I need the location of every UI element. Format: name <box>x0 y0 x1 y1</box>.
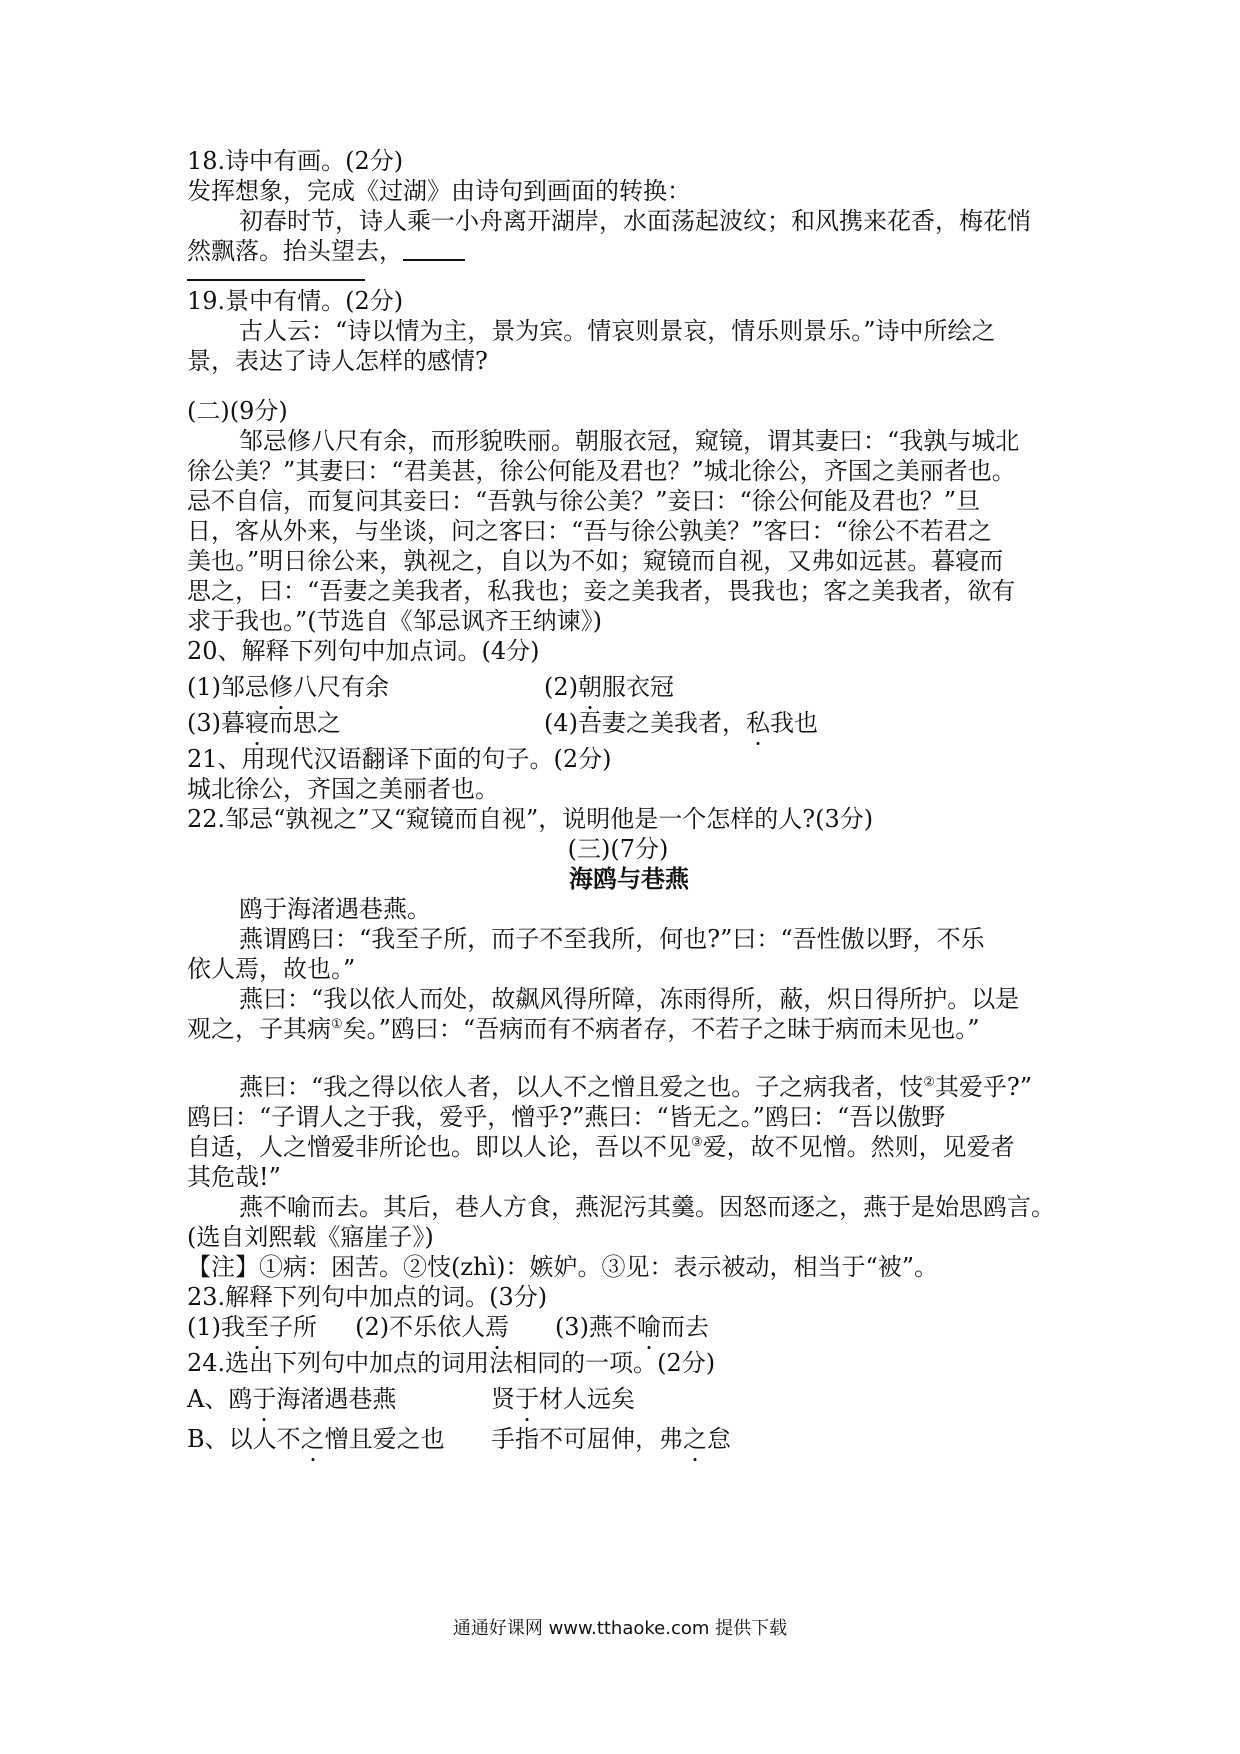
part3-line: 依人焉，故也。” <box>187 955 356 983</box>
part3-line: 燕不喻而去。其后，巷人方食，燕泥污其羹。因怒而逐之，燕于是始思鸥言。 <box>239 1193 1055 1221</box>
dotted-word: 私 <box>746 709 770 737</box>
part3-line: 燕谓鸥曰：“我至子所，而子不至我所，何也?”曰：“吾性傲以野，不乐 <box>239 925 985 953</box>
q21-sentence: 城北徐公，齐国之美丽者也。 <box>187 775 499 803</box>
note-marker: ① <box>331 1017 343 1032</box>
dotted-word: 于 <box>252 1385 277 1413</box>
dotted-word: 之 <box>300 1425 325 1453</box>
part2-line: 美也。”明日徐公来，孰视之，自以为不如；窥镜而自视，又弗如远甚。暮寝而 <box>187 547 1004 575</box>
dotted-word: 之 <box>683 1425 707 1453</box>
q18-text-line2: 然飘落。抬头望去， <box>187 236 1057 266</box>
q18-title: 18.诗中有画。(2分) <box>187 147 404 175</box>
part3-line: 燕曰：“我之得以依人者，以人不之憎且爱之也。子之病我者，忮②其爱乎?” <box>239 1073 1033 1101</box>
dotted-word: 朝 <box>578 673 602 701</box>
q19-text-line1: 古人云：“诗以情为主，景为宾。情哀则景哀，情乐则景乐。”诗中所绘之 <box>239 317 996 345</box>
part3-notes: 【注】①病：困苦。②忮(zhì)：嫉妒。③见：表示被动，相当于“被”。 <box>187 1253 939 1281</box>
part3-line: 鸥曰：“子谓人之于我，爱乎，憎乎?”燕曰：“皆无之。”鸥曰：“吾以傲野 <box>187 1103 946 1131</box>
q24-option-b: B、以人不之憎且爱之也 手指不可屈伸，弗之怠 <box>187 1425 731 1453</box>
dotted-word: 焉 <box>485 1313 510 1341</box>
note-marker: ② <box>923 1075 935 1090</box>
note-marker: ③ <box>691 1135 703 1150</box>
part3-source: (选自刘熙载《寤崖子》) <box>187 1223 434 1251</box>
dotted-word: 于 <box>515 1385 539 1413</box>
q20-items-row1: (1)邹忌修八尺有余 (2)朝服衣冠 <box>187 673 674 701</box>
q23-title: 23.解释下列句中加点的词。(3分) <box>187 1283 548 1311</box>
part2-line: 徐公美？”其妻曰：“君美甚，徐公何能及君也？”城北徐公，齐国之美丽者也。 <box>187 457 1016 485</box>
part3-title: 海鸥与巷燕 <box>569 864 689 893</box>
part3-line: 其危哉!” <box>187 1163 281 1191</box>
dotted-word: 喻 <box>636 1313 661 1341</box>
dotted-word: 修 <box>269 673 293 701</box>
q20-items-row2: (3)暮寝而思之 (4)吾妻之美我者，私我也 <box>187 709 818 737</box>
q24-title: 24.选出下列句中加点的词用法相同的一项。(2分) <box>187 1349 716 1377</box>
q18-instruction: 发挥想象，完成《过湖》由诗句到画面的转换： <box>187 177 691 205</box>
q21-title: 21、用现代汉语翻译下面的句子。(2分) <box>187 745 612 773</box>
q23-items: (1)我至子所 (2)不乐依人焉 (3)燕不喻而去 <box>187 1313 709 1341</box>
dotted-word: 寝 <box>245 709 269 737</box>
part2-line: 求于我也。”(节选自《邹忌讽齐王纳谏》) <box>187 607 602 635</box>
dotted-word: 至 <box>245 1313 269 1341</box>
part2-line: 思之，曰：“吾妻之美我者，私我也；妾之美我者，畏我也；客之美我者，欲有 <box>187 577 1016 605</box>
page-footer: 通通好课网 www.tthaoke.com 提供下载 <box>452 1618 788 1639</box>
q22-title: 22.邹忌“孰视之”又“窥镜而自视”，说明他是一个怎样的人?(3分) <box>187 805 874 833</box>
q18-text-line1: 初春时节，诗人乘一小舟离开湖岸，水面荡起波纹；和风携来花香，梅花悄 <box>239 207 1031 235</box>
part3-line: 燕曰：“我以依人而处，故飙风得所障，冻雨得所，蔽，炽日得所护。以是 <box>239 985 1020 1013</box>
part2-heading: (二)(9分) <box>187 397 288 425</box>
answer-line <box>187 279 365 281</box>
q24-option-a: A、鸥于海渚遇巷燕 贤于材人远矣 <box>187 1385 635 1413</box>
q20-title: 20、解释下列句中加点词。(4分) <box>187 637 540 665</box>
part2-line: 忌不自信，而复问其妾曰：“吾孰与徐公美？”妾曰：“徐公何能及君也？”旦 <box>187 487 981 515</box>
exam-page <box>187 146 1057 1454</box>
part3-heading: (三)(7分) <box>567 835 669 863</box>
q19-text-line2: 景，表达了诗人怎样的感情? <box>187 347 488 375</box>
part2-line: 邹忌修八尺有余，而形貌昳丽。朝服衣冠，窥镜，谓其妻曰：“我孰与城北 <box>239 427 1020 455</box>
part2-line: 日，客从外来，与坐谈，问之客曰：“吾与徐公孰美？”客曰：“徐公不若君之 <box>187 517 992 545</box>
answer-blank <box>403 237 465 261</box>
part3-line: 自适，人之憎爱非所论也。即以人论，吾以不见③爱，故不见憎。然则，见爱者 <box>187 1133 1015 1161</box>
part3-line: 观之，子其病①矣。”鸥曰：“吾病而有不病者存，不若子之昧于病而未见也。” <box>187 1015 980 1043</box>
part3-line: 鸥于海渚遇巷燕。 <box>239 895 431 923</box>
q19-title: 19.景中有情。(2分) <box>187 287 404 315</box>
